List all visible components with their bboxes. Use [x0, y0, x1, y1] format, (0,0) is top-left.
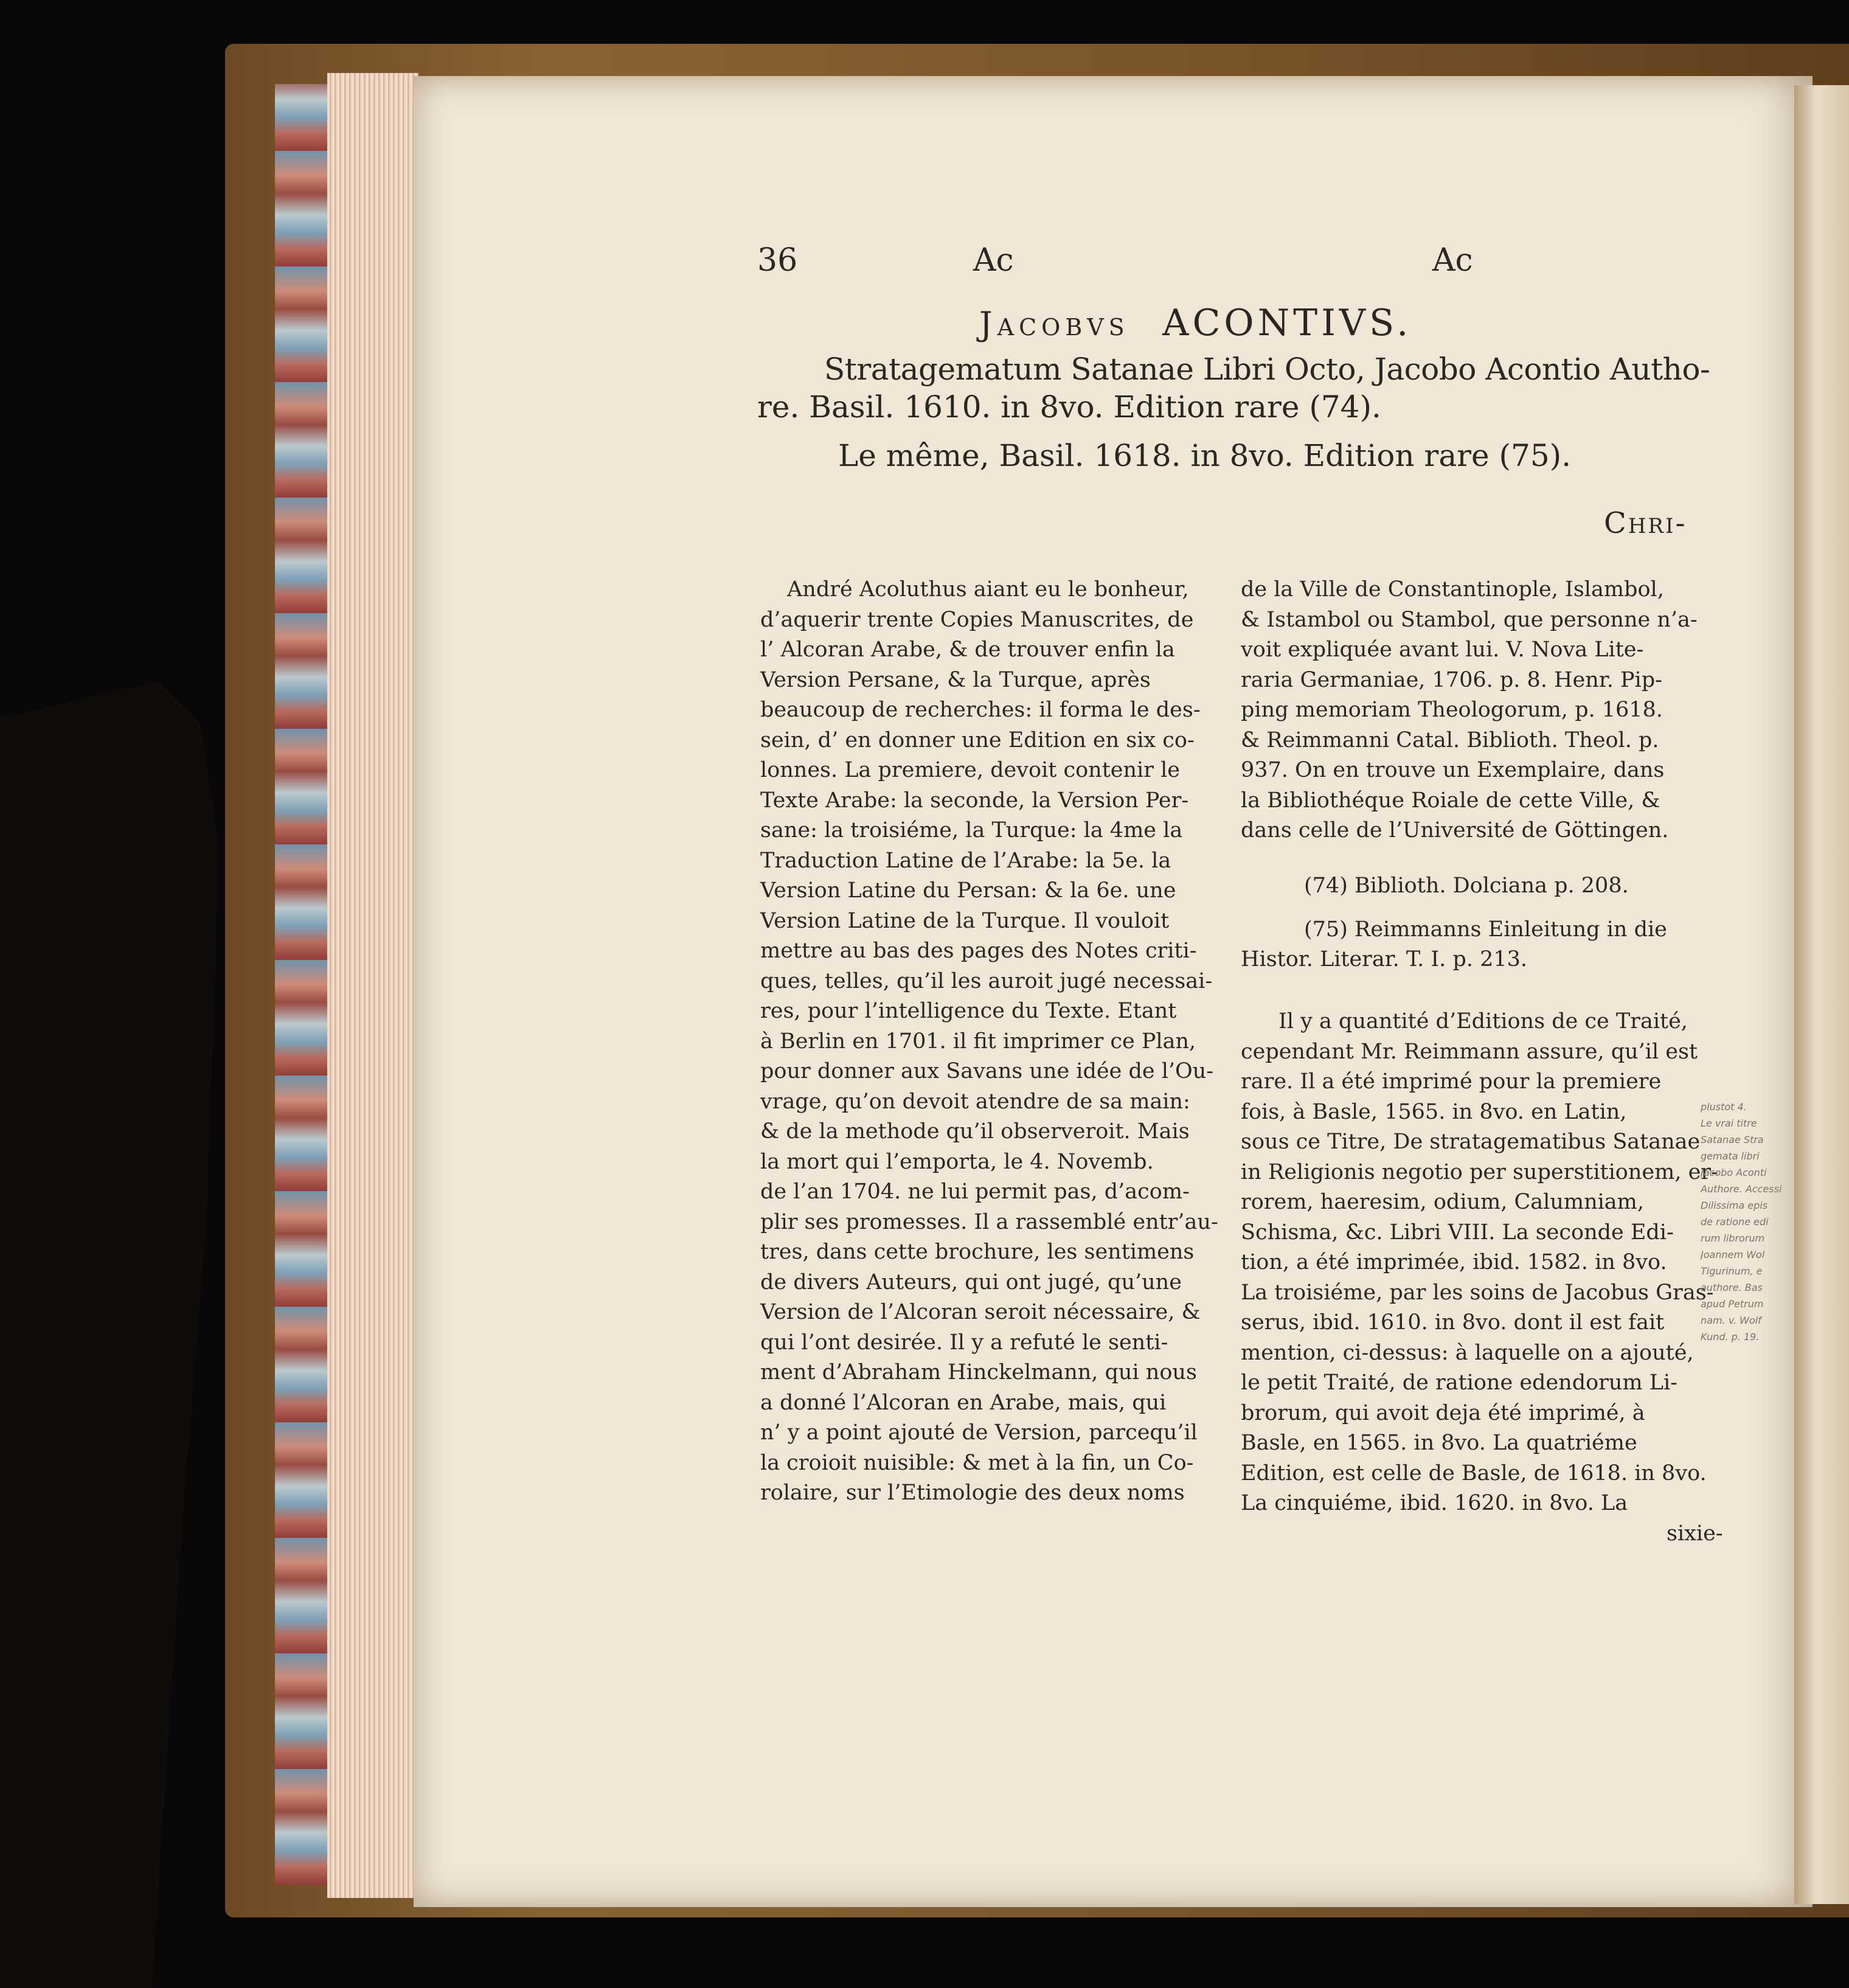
left-line: sein, d’ en donner une Edition en six co- [760, 728, 1195, 752]
page-edges [327, 73, 418, 1898]
left-line: res, pour l’intelligence du Texte. Etant [760, 999, 1177, 1023]
footnote-75-line-1: (75) Reimmanns Einleitung in die [1304, 917, 1667, 942]
right-line: Il y a quantité d’Editions de ce Traité, [1278, 1009, 1688, 1034]
margin-note-line: apud Petrum [1701, 1298, 1764, 1310]
right-line: tion, a été imprimée, ibid. 1582. in 8vo. [1241, 1250, 1667, 1274]
margin-note-line: Dilissima epis [1701, 1200, 1768, 1211]
left-line: n’ y a point ajouté de Version, parcequ’il [760, 1420, 1198, 1445]
facing-page-edge [1794, 85, 1849, 1904]
running-head-right: Ac [1432, 242, 1473, 279]
right-line: serus, ibid. 1610. in 8vo. dont il est fait [1241, 1310, 1665, 1335]
title-first-name: Jacobvs [979, 305, 1129, 343]
left-line: beaucoup de recherches: il forma le des- [760, 698, 1201, 722]
right-line: de la Ville de Constantinople, Islambol, [1241, 577, 1664, 602]
right-line: cependant Mr. Reimmann assure, qu’il est [1241, 1039, 1698, 1064]
left-line: Version de l’Alcoran seroit nécessaire, & [760, 1300, 1201, 1324]
right-line: sixie- [1667, 1521, 1723, 1546]
left-line: rolaire, sur l’Etimologie des deux noms [760, 1481, 1185, 1505]
left-line: lonnes. La premiere, devoit contenir le [760, 758, 1180, 782]
entry-1-line-1: Stratagematum Satanae Libri Octo, Jacobo Acontio Autho- [824, 352, 1710, 387]
left-line: ques, telles, qu’il les auroit jugé necessai- [760, 968, 1213, 993]
left-line: sane: la troisiéme, la Turque: la 4me la [760, 818, 1183, 843]
right-column-bottom [1241, 1007, 1723, 1549]
page-number: 36 [757, 242, 798, 279]
entry-1-line-2: re. Basil. 1610. in 8vo. Edition rare (74). [757, 389, 1381, 425]
handwritten-marginal-note [1701, 1099, 1792, 1345]
left-line: Version Latine de la Turque. Il vouloit [760, 908, 1170, 933]
entry-title [979, 302, 1412, 344]
left-line: Version Persane, & la Turque, après [760, 667, 1151, 692]
left-column [760, 575, 1218, 1509]
right-line: ping memoriam Theologorum, p. 1618. [1241, 698, 1663, 722]
margin-note-line: Satanae Stra [1701, 1134, 1764, 1145]
left-line: la mort qui l’emporta, le 4. Novemb. [760, 1149, 1154, 1174]
left-line: de divers Auteurs, qui ont jugé, qu’une [760, 1270, 1182, 1295]
left-line: Texte Arabe: la seconde, la Version Per- [760, 788, 1189, 813]
left-line: & de la methode qu’il observeroit. Mais [760, 1119, 1190, 1144]
margin-note-line: nam. v. Wolf [1701, 1315, 1761, 1326]
right-line: sous ce Titre, De stratagematibus Satanae [1241, 1130, 1701, 1154]
margin-note-line: Kund. p. 19. [1701, 1331, 1760, 1343]
left-line: Version Latine du Persan: & la 6e. une [760, 878, 1176, 903]
right-line: & Istambol ou Stambol, que personne n’a- [1241, 607, 1698, 632]
right-line: rorem, haeresim, odium, Calumniam, [1241, 1190, 1644, 1214]
footnote-74: (74) Biblioth. Dolciana p. 208. [1304, 874, 1629, 898]
left-line: à Berlin en 1701. il fit imprimer ce Plan, [760, 1029, 1196, 1054]
right-line: raria Germaniae, 1706. p. 8. Henr. Pip- [1241, 667, 1662, 692]
margin-note-line: Tigurinum, e [1701, 1265, 1763, 1277]
margin-note-line: gemata libri [1701, 1150, 1760, 1162]
left-line: la croioit nuisible: & met à la fin, un Co- [760, 1450, 1194, 1475]
left-line: mettre au bas des pages des Notes criti- [760, 939, 1197, 963]
margin-note-line: de ratione edi [1701, 1216, 1769, 1228]
show-through-text [754, 298, 764, 333]
right-line: Edition, est celle de Basle, de 1618. in 8vo. [1241, 1461, 1707, 1486]
right-line: in Religionis negotio per superstitionem, er- [1241, 1159, 1718, 1184]
right-line: rare. Il a été imprimé pour la premiere [1241, 1069, 1662, 1094]
left-line: plir ses promesses. Il a rassemblé entr’au- [760, 1209, 1218, 1234]
right-column-top [1241, 575, 1698, 846]
right-line: dans celle de l’Université de Göttingen. [1241, 818, 1669, 843]
footnote-75-line-2: Histor. Literar. T. I. p. 213. [1241, 947, 1528, 971]
marbled-edge [275, 84, 330, 1885]
right-line: fois, à Basle, 1565. in 8vo. en Latin, [1241, 1099, 1627, 1124]
left-line: vrage, qu’on devoit atendre de sa main: [760, 1089, 1190, 1114]
margin-note-line: Joannem Wol [1701, 1249, 1765, 1260]
right-line: & Reimmanni Catal. Biblioth. Theol. p. [1241, 728, 1659, 752]
right-line: Basle, en 1565. in 8vo. La quatriéme [1241, 1431, 1637, 1455]
right-line: La troisiéme, par les soins de Jacobus Gras- [1241, 1280, 1714, 1305]
catchword: Chri- [1604, 506, 1687, 540]
left-line: d’aquerir trente Copies Manuscrites, de [760, 607, 1194, 632]
right-line: 937. On en trouve un Exemplaire, dans [1241, 758, 1665, 782]
margin-note-line: Authore. Accessi [1701, 1183, 1782, 1195]
footnotes [1241, 871, 1667, 975]
right-line: la Bibliothéque Roiale de cette Ville, & [1241, 788, 1660, 813]
right-line: Schisma, &c. Libri VIII. La seconde Edi- [1241, 1220, 1674, 1245]
margin-note-line: Le vrai titre [1701, 1117, 1757, 1129]
margin-note-line: Jacobo Aconti [1701, 1167, 1767, 1178]
right-line: brorum, qui avoit deja été imprimé, à [1241, 1400, 1645, 1425]
right-line: La cinquiéme, ibid. 1620. in 8vo. La [1241, 1491, 1628, 1515]
right-line: mention, ci-dessus: à laquelle on a ajouté, [1241, 1340, 1694, 1365]
entry-2-line-1: Le même, Basil. 1618. in 8vo. Edition rare (75). [838, 438, 1572, 473]
margin-note-line: rum librorum [1701, 1232, 1765, 1244]
left-line: de l’an 1704. ne lui permit pas, d’acom- [760, 1180, 1190, 1204]
left-line: pour donner aux Savans une idée de l’Ou- [760, 1059, 1214, 1083]
left-line: ment d’Abraham Hinckelmann, qui nous [760, 1360, 1197, 1385]
running-head-left: Ac [973, 242, 1014, 279]
margin-note-line: authore. Bas [1701, 1282, 1763, 1293]
right-line: le petit Traité, de ratione edendorum Li- [1241, 1371, 1678, 1395]
left-line: André Acoluthus aiant eu le bonheur, [787, 577, 1189, 602]
right-line: voit expliquée avant lui. V. Nova Lite- [1241, 638, 1644, 662]
left-line: Traduction Latine de l’Arabe: la 5e. la [760, 848, 1171, 873]
left-line: l’ Alcoran Arabe, & de trouver enfin la [760, 638, 1175, 662]
title-last-name: ACONTIVS. [1162, 302, 1412, 344]
margin-note-line: plustot 4. [1701, 1101, 1747, 1113]
left-line: qui l’ont desirée. Il y a refuté le senti- [760, 1330, 1168, 1355]
left-line: a donné l’Alcoran en Arabe, mais, qui [760, 1390, 1167, 1415]
left-line: tres, dans cette brochure, les sentimens [760, 1240, 1195, 1264]
